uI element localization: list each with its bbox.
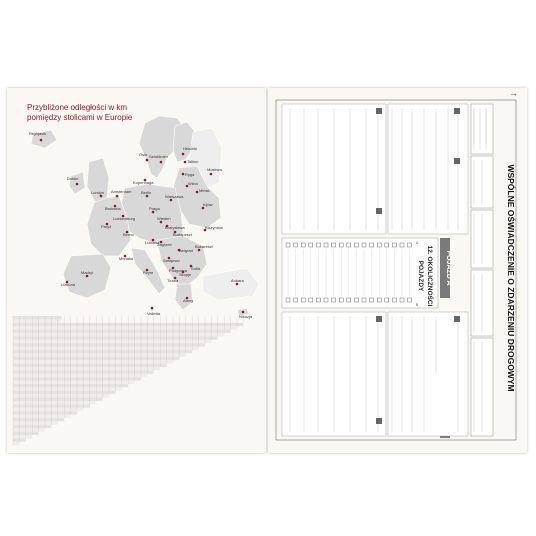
circumstance-checkbox[interactable] <box>392 243 396 247</box>
city-label: Praga <box>149 206 160 211</box>
city-label: Monako <box>119 256 134 261</box>
circumstance-checkbox[interactable] <box>408 243 412 247</box>
map-title-line-2: pomiędzy stolicami w Europie <box>27 113 133 122</box>
city-label: Berno <box>123 232 134 237</box>
circumstance-checkbox[interactable] <box>385 243 389 247</box>
city-label: Berlin <box>141 190 152 195</box>
city-label: Sofia <box>191 266 201 271</box>
circumstance-checkbox[interactable] <box>339 298 343 302</box>
city-label: Warszawa <box>165 194 184 199</box>
circumstance-checkbox[interactable] <box>332 298 336 302</box>
circumstance-checkbox[interactable] <box>286 243 290 247</box>
circumstance-checkbox[interactable] <box>370 243 374 247</box>
city-label: Reykjavik <box>29 131 47 136</box>
city-label: Mińsk <box>199 188 210 193</box>
circumstances-title: 12. OKOLICZNOŚCI <box>426 245 433 307</box>
vehicles-label: POJAZDY <box>417 260 424 292</box>
circumstance-checkbox[interactable] <box>400 298 404 302</box>
distance-row <box>13 381 135 384</box>
city-label: Kopenhaga <box>133 180 154 185</box>
circumstance-checkbox[interactable] <box>408 298 412 302</box>
circumstance-checkbox[interactable] <box>385 298 389 302</box>
city-label: Skopje <box>179 272 192 277</box>
city-label: Helsinki <box>183 146 198 151</box>
city-label: Ateny <box>183 298 194 303</box>
city-dot-prague <box>152 211 155 214</box>
distance-row <box>13 333 224 336</box>
city-dot-warsaw <box>170 199 173 202</box>
city-label: Podgorica <box>169 268 188 273</box>
circumstance-checkbox[interactable] <box>400 243 404 247</box>
form-title: WSPÓLNE OŚWIADCZENIE O ZDARZENIU DROGOWYM <box>506 164 516 392</box>
city-label: Ankara <box>231 278 244 283</box>
city-label: Valletta <box>147 311 161 316</box>
vehicle-a-label: POJAZD A <box>445 250 452 286</box>
circumstance-checkbox[interactable] <box>309 298 313 302</box>
city-dot-berlin <box>146 195 149 198</box>
circumstance-checkbox[interactable] <box>347 243 351 247</box>
vehicle-b-section <box>282 312 468 438</box>
right-page <box>268 88 527 453</box>
col-a-label: A <box>416 241 419 245</box>
distance-row <box>13 435 32 438</box>
circumstance-checkbox[interactable] <box>362 298 366 302</box>
city-label: Kiszyniów <box>205 225 223 230</box>
city-label: Sarajewo <box>163 258 180 263</box>
distance-row <box>13 347 199 350</box>
city-label: Rzym <box>143 270 154 275</box>
circumstance-checkbox[interactable] <box>316 298 320 302</box>
distance-row <box>13 428 45 431</box>
city-label: Ryga <box>185 172 195 177</box>
city-dot-vienna <box>160 221 163 224</box>
circumstance-checkbox[interactable] <box>324 243 328 247</box>
city-label: Kijów <box>203 202 213 207</box>
city-label: Wilno <box>188 181 199 186</box>
distance-row <box>13 401 96 404</box>
city-label: Wiedeń <box>157 216 171 221</box>
city-dot-madrid <box>86 275 89 278</box>
distance-row <box>13 360 173 363</box>
circumstance-checkbox[interactable] <box>377 243 381 247</box>
city-label: Tallinn <box>187 159 199 164</box>
city-dot-dublin <box>76 183 79 186</box>
distance-row <box>13 340 211 343</box>
circumstance-checkbox[interactable] <box>377 298 381 302</box>
city-dot-nicosia <box>242 311 245 314</box>
city-label: Amsterdam <box>111 189 132 194</box>
city-label: Belgrad <box>179 248 193 253</box>
circumstances-section <box>282 238 438 308</box>
city-label: Londyn <box>91 190 105 195</box>
city-label: Nikozja <box>239 314 253 319</box>
city-dot-tallinn <box>184 161 187 164</box>
distance-row <box>13 374 147 377</box>
circumstance-checkbox[interactable] <box>339 243 343 247</box>
accident-report-form <box>268 88 527 453</box>
city-dot-london <box>100 195 103 198</box>
city-label: Dublin <box>67 176 79 181</box>
circumstance-checkbox[interactable] <box>316 243 320 247</box>
map-title-line-1: Przybliżone odległości w km <box>27 103 128 112</box>
city-label: Lizbona <box>61 282 76 287</box>
circumstance-checkbox[interactable] <box>301 243 305 247</box>
city-label: Moskwa <box>207 167 222 172</box>
distance-row <box>13 421 58 424</box>
distance-row <box>13 387 122 390</box>
distance-row <box>13 442 19 445</box>
city-dot-helsinki <box>182 153 185 156</box>
city-label: Lublana <box>145 240 160 245</box>
circumstance-checkbox[interactable] <box>301 298 305 302</box>
city-label: Paryż <box>101 224 112 229</box>
city-label: Oslo <box>139 152 148 157</box>
distance-row <box>13 316 62 319</box>
city-dot-bucharest <box>198 249 201 252</box>
distance-row <box>13 367 160 370</box>
distance-table <box>13 316 256 445</box>
city-label: Bratysława <box>165 225 185 230</box>
circumstance-checkbox[interactable] <box>347 298 351 302</box>
city-dot-moscow <box>210 173 213 176</box>
city-dot-oslo <box>146 159 149 162</box>
circumstance-checkbox[interactable] <box>294 243 298 247</box>
city-dot-valletta <box>151 307 154 310</box>
distance-row <box>13 353 186 356</box>
circumstance-checkbox[interactable] <box>309 243 313 247</box>
circumstance-checkbox[interactable] <box>324 298 328 302</box>
europe-map <box>7 88 266 453</box>
circumstance-checkbox[interactable] <box>294 298 298 302</box>
distance-row <box>13 394 109 397</box>
circumstance-checkbox[interactable] <box>370 298 374 302</box>
city-label: Madryt <box>81 270 94 275</box>
city-label: Sztokholm <box>149 154 168 159</box>
distance-row <box>13 408 83 411</box>
city-label: Budapeszt <box>173 232 192 237</box>
left-page <box>7 88 266 453</box>
circumstance-checkbox[interactable] <box>362 243 366 247</box>
circumstance-checkbox[interactable] <box>332 243 336 247</box>
circumstance-checkbox[interactable] <box>392 298 396 302</box>
distance-row <box>13 326 237 329</box>
circumstance-checkbox[interactable] <box>354 298 358 302</box>
booklet-spread <box>7 88 527 453</box>
distance-row <box>13 319 60 322</box>
circumstance-checkbox[interactable] <box>286 298 290 302</box>
city-label: Luksemburg <box>113 216 136 221</box>
city-dot-kyiv <box>202 207 205 210</box>
circumstance-checkbox[interactable] <box>354 243 358 247</box>
city-dot-amsterdam <box>116 195 119 198</box>
city-dot-riga <box>182 173 185 176</box>
distance-row <box>13 415 71 418</box>
city-dot-ankara <box>236 283 239 286</box>
city-label: Bruksela <box>105 206 121 211</box>
arrow-icon: → <box>509 88 518 98</box>
city-dot-minsk <box>196 191 199 194</box>
city-label: Bukareszt <box>195 244 213 249</box>
city-label: Tirana <box>167 278 179 283</box>
city-dot-stockholm <box>160 161 163 164</box>
city-dot-reykjavik <box>40 139 43 142</box>
city-label: Zagrzeb <box>157 242 172 247</box>
col-b-label: B <box>416 303 419 307</box>
